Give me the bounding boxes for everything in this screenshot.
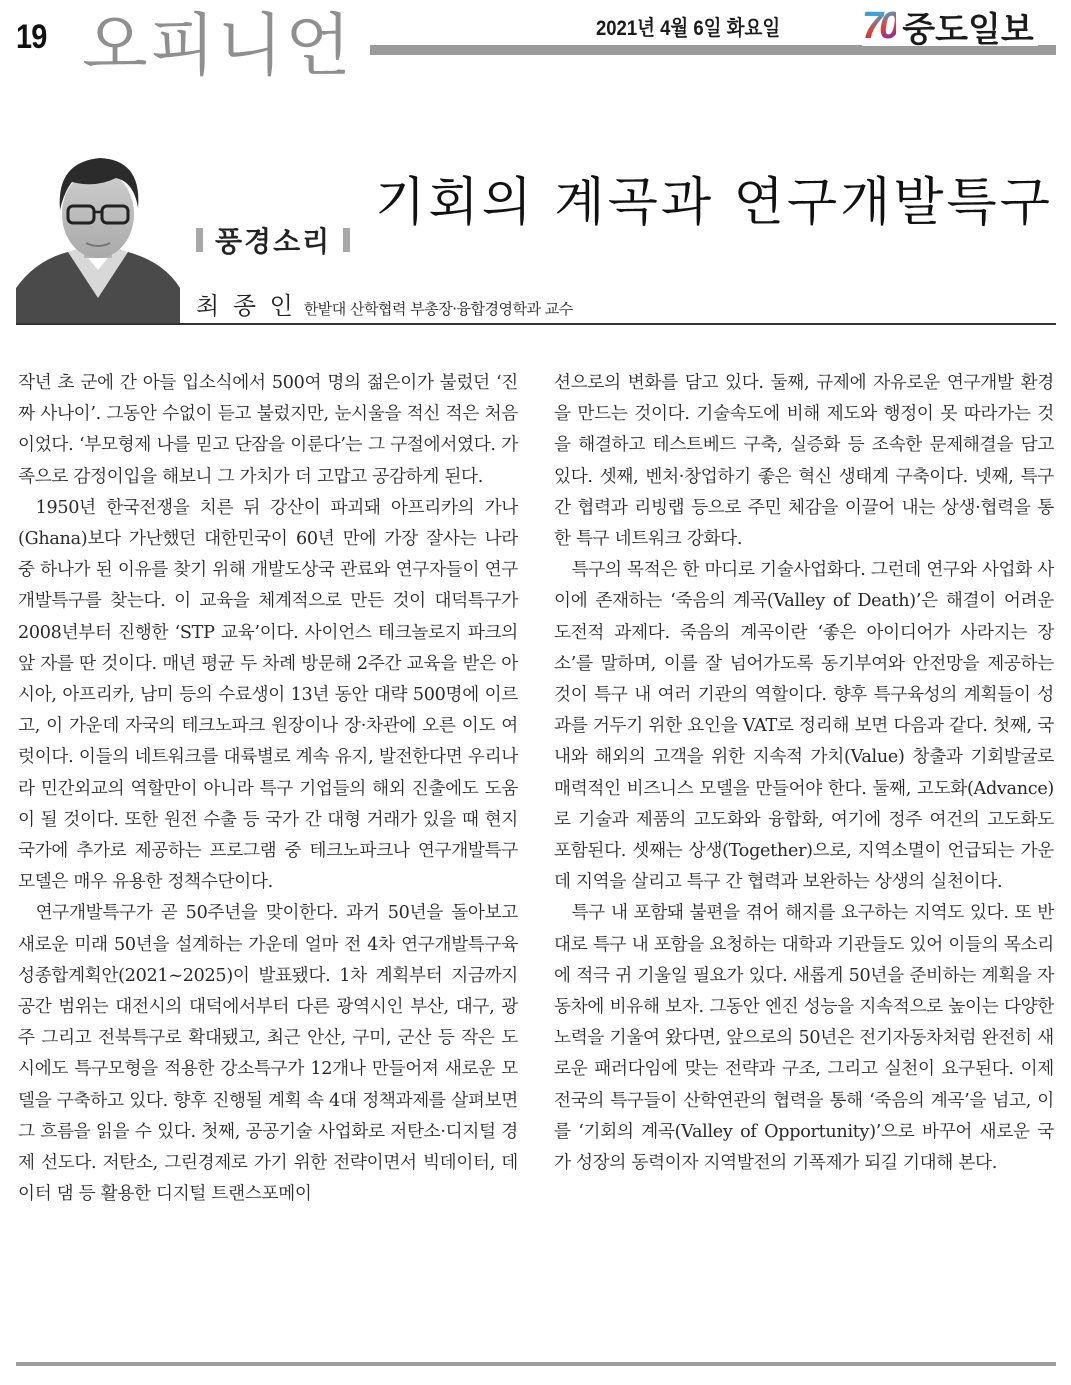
paragraph: 연구개발특구가 곧 50주년을 맞이한다. 과거 50년을 돌아보고 새로운 미래 50년을 설계하는 가운데 얼마 전 4차 연구개발특구육성종합계획안(2021~2025)이 발표됐다. 1차 계획부터 지금까지 공간 범위는 대전시의 대덕에서부터 다른 광역시인 부산, 대구, 광주 그리고 전북특구로 확대됐고, 최근 안산, 구미, 군산 등 작은 도시에도 특구모형을 적용한 강소특구가 12개나 만들어져 새로운 모델을 구축하고 있다. 향후 진행될 계획 속 4대 정책과제를 살펴보면 그 흐름을 읽을 수 있다. 첫째, 공공기술 사업화로 저탄소·디지털 경제 선도다. 저탄소, 그린경제로 가기 위한 전략이면서 빅데이터, 데이터 댐 등 활용한 디지털 트랜스포메이 — [18, 903, 518, 1205]
column-label: 풍경소리 — [215, 225, 332, 258]
anniversary-70-mark: 70 — [862, 4, 897, 47]
column-name — [196, 220, 350, 260]
author-portrait-icon — [16, 148, 180, 324]
page-number: 19 — [16, 18, 47, 56]
newspaper-name: 중도일보 — [902, 9, 1034, 50]
byline-divider — [16, 323, 1056, 325]
byline — [196, 286, 573, 321]
section-title: 오피니언 — [82, 7, 353, 86]
newspaper-logo[interactable] — [862, 4, 1038, 50]
footer-divider — [16, 1362, 1056, 1366]
article-column-2 — [554, 368, 1054, 1179]
decorative-bar-left — [196, 228, 203, 252]
author-name: 최 종 인 — [196, 292, 296, 320]
paragraph: 특구의 목적은 한 마디로 기술사업화다. 그런데 연구와 사업화 사이에 존재하는 ‘죽음의 계곡(Valley of Death)’은 해결이 어려운 도전적 과제다. 죽음의 계곡이란 ‘좋은 아이디어가 사라지는 장소’를 말하며, 이를 잘 넘어가도록 동기부여와 안전망을 제공하는 것이 특구 내 여러 기관의 역할이다. 향후 특구육성의 계획들이 성과를 거두기 위한 요인을 VAT로 정리해 보면 다음과 같다. 첫째, 국내와 해외의 고객을 위한 지속적 가치(Value) 창출과 기회발굴로 매력적인 비즈니스 모델을 만들어야 한다. 둘째, 고도화(Advance)로 기술과 제품의 고도화와 융합화, 여기에 정주 여건의 고도화도 포함된다. 셋째는 상생(Together)으로, 지역소멸이 언급되는 가운데 지역을 살리고 특구 간 협력과 보완하는 상생의 실천이다. — [554, 560, 1054, 893]
paragraph: 작년 초 군에 간 아들 입소식에서 500여 명의 젊은이가 불렀던 ‘진짜 사나이’. 그동안 수없이 듣고 불렀지만, 눈시울을 적신 적은 처음이었다. ‘부모형제 나를 믿고 단잠을 이룬다’는 그 구절에서였다. 가족으로 감정이입을 해보니 그 가치가 더 고맙고 공감하게 된다. — [18, 373, 518, 487]
paragraph: 특구 내 포함돼 불편을 겪어 해지를 요구하는 지역도 있다. 또 반대로 특구 내 포함을 요청하는 대학과 기관들도 있어 이들의 목소리에 적극 귀 기울일 필요가 있다. 새롭게 50년을 준비하는 계획을 자동차에 비유해 보자. 그동안 엔진 성능을 지속적으로 높이는 다양한 노력을 기울여 왔다면, 앞으로의 50년은 전기자동차처럼 완전히 새로운 패러다임에 맞는 전략과 구조, 그리고 실천이 요구된다. 이제 전국의 특구들이 산학연관의 협력을 통해 ‘죽음의 계곡’을 넘고, 이를 ‘기회의 계곡(Valley of Opportunity)’으로 바꾸어 새로운 국가 성장의 동력이자 지역발전의 기폭제가 되길 기대해 본다. — [554, 903, 1054, 1174]
article-headline: 기회의 계곡과 연구개발특구 — [375, 173, 1053, 233]
decorative-bar-right — [343, 228, 350, 252]
article-column-1 — [18, 368, 518, 1210]
paragraph: 션으로의 변화를 담고 있다. 둘째, 규제에 자유로운 연구개발 환경을 만드는 것이다. 기술속도에 비해 제도와 행정이 못 따라가는 것을 해결하고 테스트베드 구축, 실증화 등 조속한 문제해결을 담고 있다. 셋째, 벤처·창업하기 좋은 혁신 생태계 구축이다. 넷째, 특구 간 협력과 리빙랩 등으로 주민 체감을 이끌어 내는 상생·협력을 통한 특구 네트워크 강화다. — [554, 373, 1054, 550]
author-affiliation: 한밭대 산학협력 부총장·융합경영학과 교수 — [303, 300, 573, 318]
paragraph: 1950년 한국전쟁을 치른 뒤 강산이 파괴돼 아프리카의 가나(Ghana)보다 가난했던 대한민국이 60년 만에 가장 잘사는 나라 중 하나가 된 이유를 찾기 위해 개발도상국 관료와 연구자들이 연구개발특구를 찾는다. 이 교육을 체계적으로 만든 것이 대덕특구가 2008년부터 진행한 ‘STP 교육’이다. 사이언스 테크놀로지 파크의 앞 자를 딴 것이다. 매년 평균 두 차례 방문해 2주간 교육을 받은 아시아, 아프리카, 남미 등의 수료생이 13년 동안 대략 500명에 이르고, 이 가운데 자국의 테크노파크 원장이나 장·차관에 오른 이도 여럿이다. 이들의 네트워크를 대륙별로 계속 유지, 발전한다면 우리나라 민간외교의 역할만이 아니라 특구 기업들의 해외 진출에도 도움이 될 것이다. 또한 원전 수출 등 국가 간 대형 거래가 있을 때 현지 국가에 추가로 제공하는 프로그램 중 테크노파크나 연구개발특구 모델은 매우 유용한 정책수단이다. — [18, 497, 518, 893]
publication-date: 2021년 4월 6일 화요일 — [596, 17, 781, 40]
author-photo — [16, 148, 180, 324]
